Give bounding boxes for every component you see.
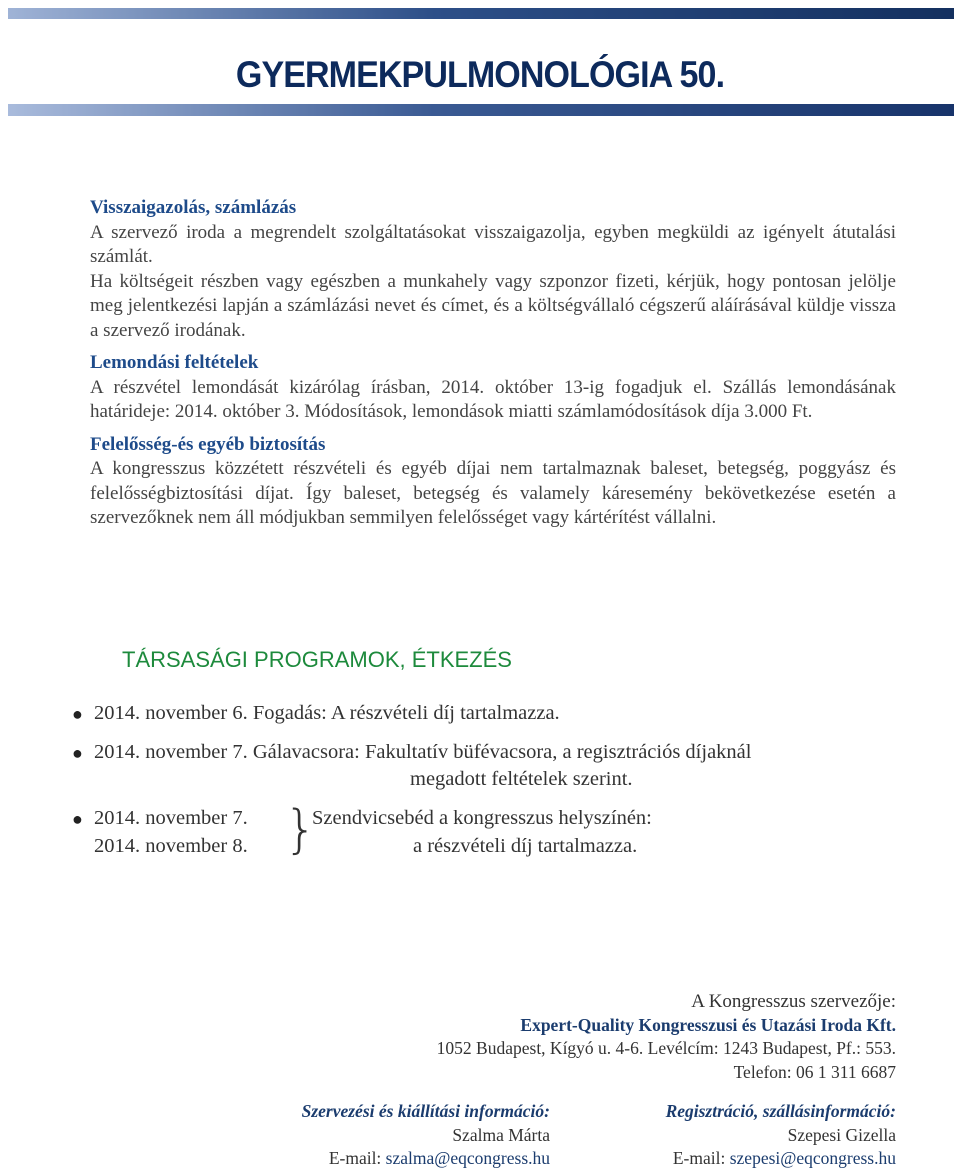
- email-label: E-mail:: [328, 1148, 386, 1168]
- contact-heading-registration: Regisztráció, szállásinformáció:: [665, 1101, 896, 1121]
- confirmation-paragraph-1: A szervező iroda a megrendelt szolgáltatásokat visszaigazolja, egyben megküldi az igényelt átutalási számlát.: [90, 221, 896, 267]
- main-content: [90, 196, 896, 531]
- bullet-icon: ●: [72, 809, 83, 829]
- organizer-block: [437, 990, 896, 1084]
- banner-top-bar: [8, 8, 954, 19]
- program-date-nov7: 2014. november 7.: [94, 807, 248, 829]
- contact-organization: [302, 1100, 550, 1171]
- program-item-reception: 2014. november 6. Fogadás: A részvételi díj tartalmazza.: [94, 702, 560, 724]
- section-title-confirmation: Visszaigazolás, számlázás: [90, 197, 297, 218]
- programs-title: TÁRSASÁGI PROGRAMOK, ÉTKEZÉS: [122, 647, 512, 672]
- contact-heading-organization: Szervezési és kiállítási információ:: [301, 1101, 550, 1121]
- organizer-lead: A Kongresszus szervezője:: [691, 991, 896, 1012]
- insurance-paragraph: A kongresszus közzétett részvételi és egyéb díjai nem tartalmaznak baleset, betegség, poggyász és felelősségbiztosítási díjat. Így baleset, betegség és valamely káresemény bekövetkezése esetén a szervezőknek nem áll módjukban semmilyen felelősséget vagy kártérítést vállalni.: [90, 458, 896, 528]
- program-item-lunch: Szendvicsebéd a kongresszus helyszínén:: [312, 807, 652, 829]
- bullet-icon: ●: [72, 704, 83, 724]
- banner-title: GYERMEKPULMONOLÓGIA 50.: [235, 54, 725, 95]
- brace-icon: }: [284, 800, 318, 860]
- organizer-address: 1052 Budapest, Kígyó u. 4-6. Levélcím: 1243 Budapest, Pf.: 553.: [436, 1038, 896, 1058]
- program-item-gala-dinner-cont: megadott feltételek szerint.: [410, 768, 633, 790]
- email-link-szalma[interactable]: szalma@eqcongress.hu: [385, 1148, 550, 1168]
- organizer-name: Expert-Quality Kongresszusi és Utazási Iroda Kft.: [520, 1014, 896, 1035]
- organizer-phone: Telefon: 06 1 311 6687: [733, 1061, 896, 1082]
- program-item-lunch-cont: a részvételi díj tartalmazza.: [413, 835, 638, 857]
- program-date-nov8: 2014. november 8.: [94, 835, 248, 857]
- section-title-insurance: Felelősség-és egyéb biztosítás: [90, 433, 326, 455]
- contact-registration: [666, 1100, 896, 1171]
- confirmation-paragraph-2: Ha költségeit részben vagy egészben a munkahely vagy szponzor fizeti, kérjük, hogy pontosan jelölje meg jelentkezési lapján a számlázási nevet és címet, és a költségvállaló cégszerű aláírásával küldje vissza a szervező irodának.: [90, 270, 896, 341]
- bullet-icon: ●: [72, 743, 83, 763]
- program-item-gala-dinner: 2014. november 7. Gálavacsora: Fakultatív büfévacsora, a regisztrációs díjaknál: [94, 741, 752, 763]
- email-link-szepesi[interactable]: szepesi@eqcongress.hu: [729, 1148, 896, 1168]
- contact-person-registration: Szepesi Gizella: [787, 1124, 896, 1145]
- section-title-cancellation: Lemondási feltételek: [90, 352, 259, 373]
- cancellation-paragraph: A részvétel lemondását kizárólag írásban, 2014. október 13-ig fogadjuk el. Szállás lemondásának határideje: 2014. október 3. Módosítások, lemondások miatti számlamódosítások díja 3.000 Ft.: [90, 376, 896, 422]
- email-label: E-mail:: [672, 1148, 730, 1168]
- banner-bottom-bar: [8, 104, 954, 116]
- contact-person-organization: Szalma Márta: [452, 1124, 550, 1145]
